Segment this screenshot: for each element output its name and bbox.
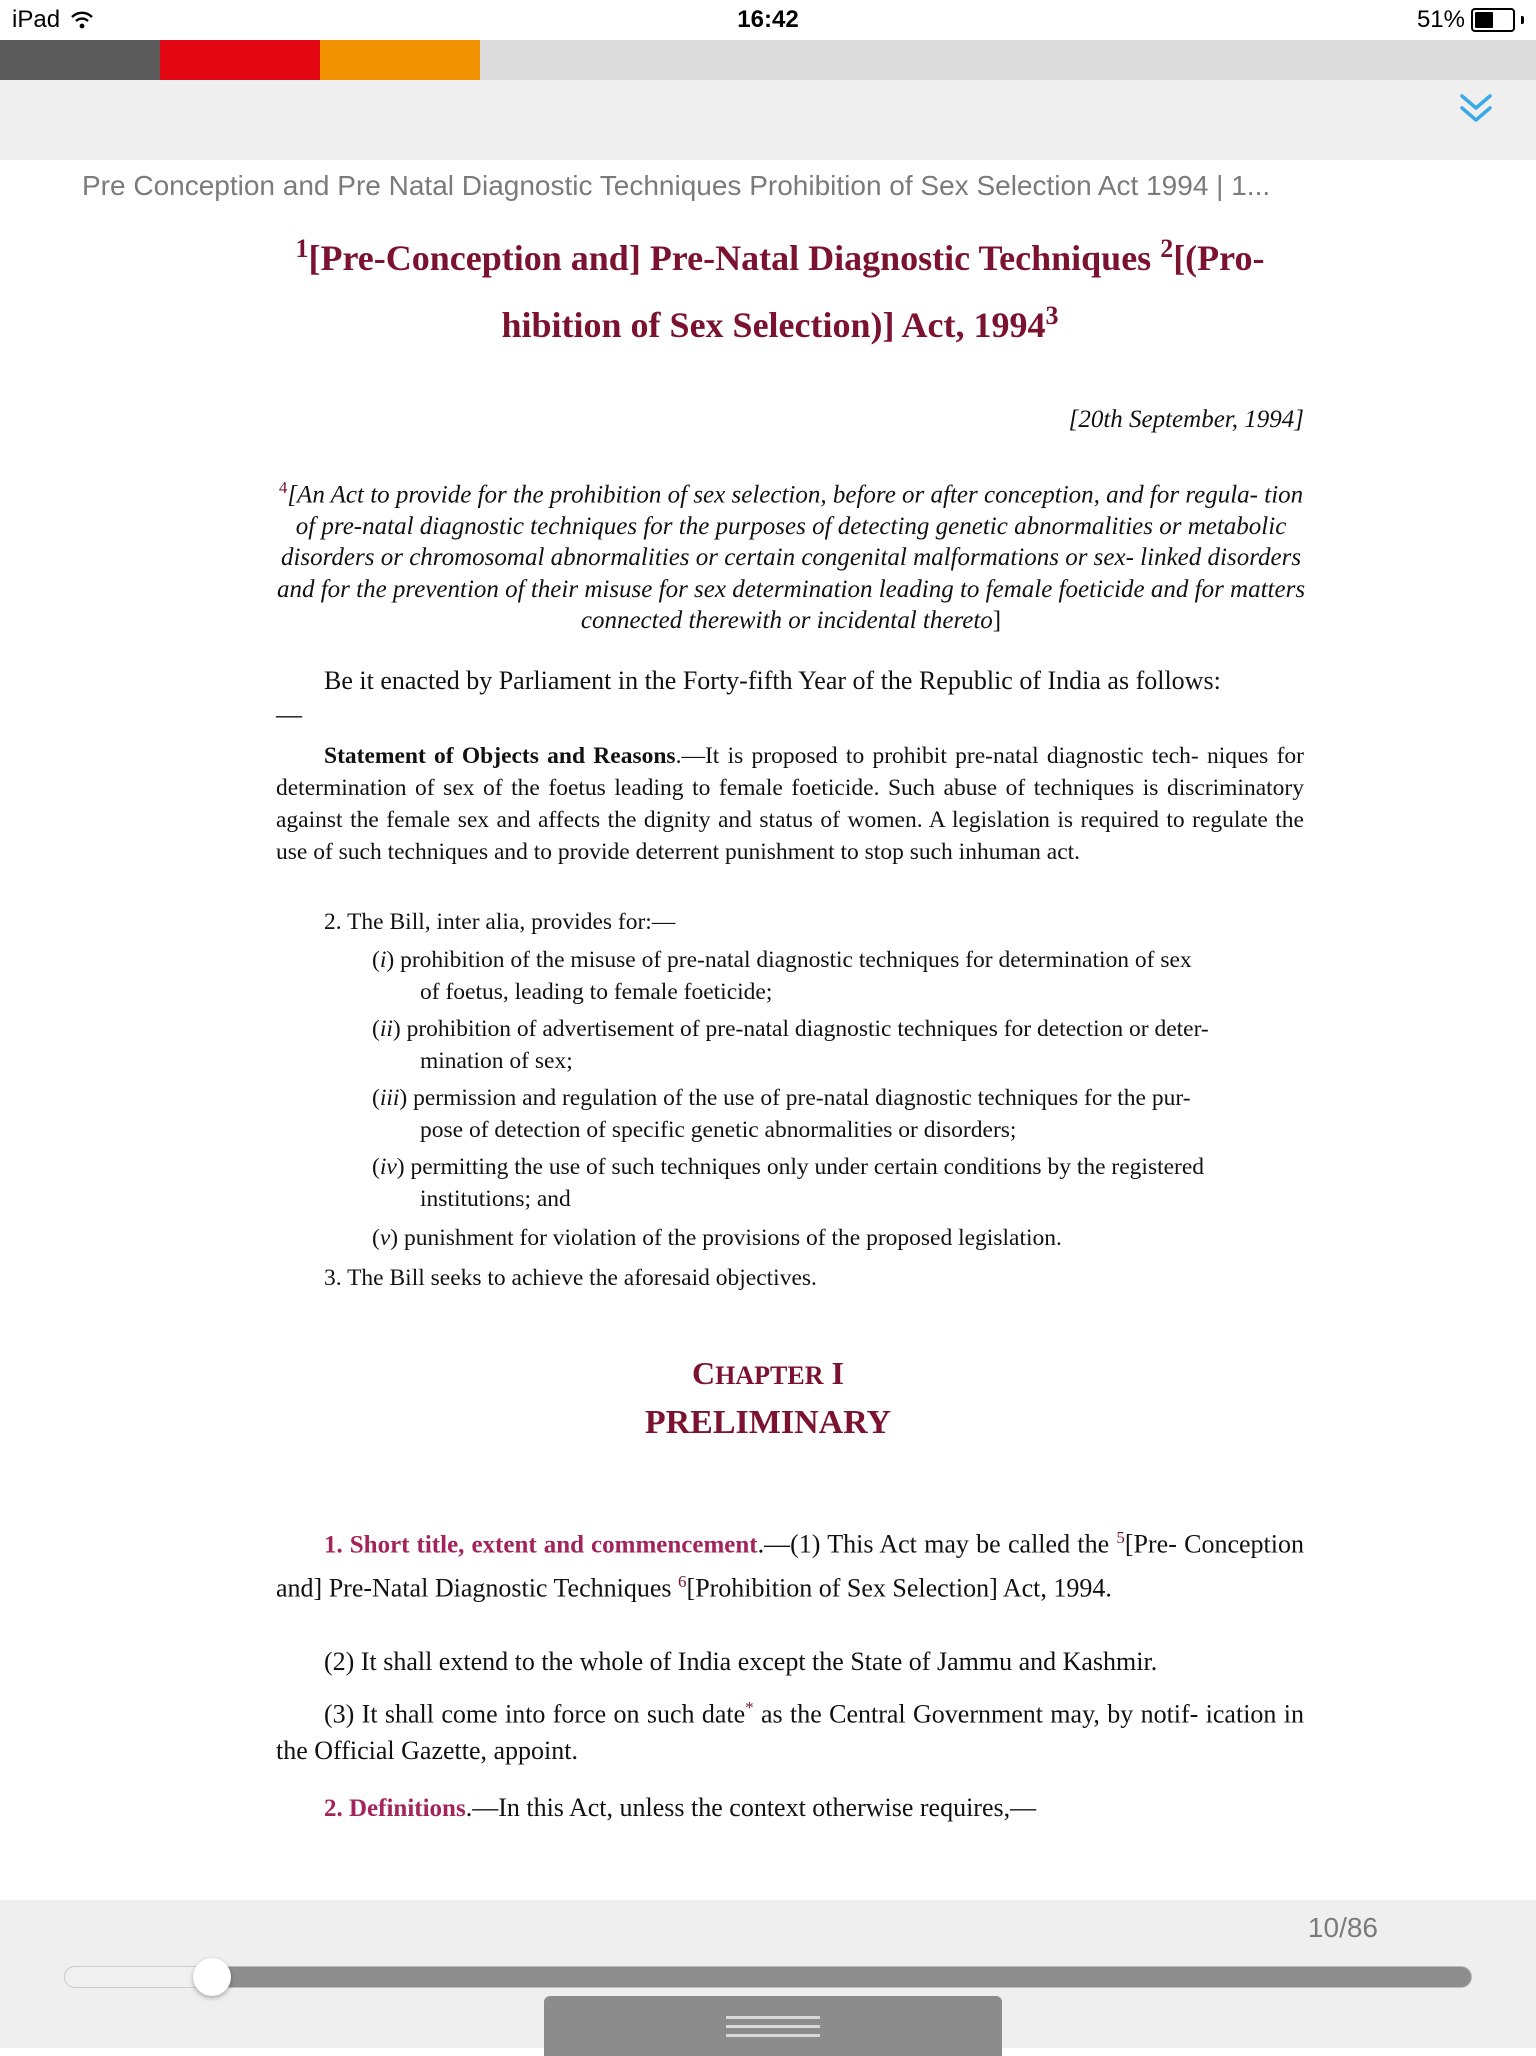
provision-item: (i) prohibition of the misuse of pre-natal diagnostic techniques for determination of sex of foetus, leading to female foeticide; [372,944,1304,1008]
footnote-ref[interactable]: 1 [295,234,309,263]
color-swatch-gray[interactable] [0,40,160,80]
battery-icon [1471,8,1515,32]
title-part: hibition of Sex Selection)] Act, 1994 [501,305,1046,345]
title-part: [Pre-Conception and] Pre-Natal Diagnostic Techniques [308,238,1161,278]
provision-item: (iv) permitting the use of such techniques only under certain conditions by the registered institutions; and [372,1151,1304,1215]
footnote-ref[interactable]: 6 [678,1571,687,1591]
footnote-ref[interactable]: * [745,1698,754,1717]
status-right [1417,6,1524,34]
provision-text: prohibition of advertisement of pre-natal diagnostic techniques for detection or deter- [406,1016,1209,1042]
battery-tip [1521,16,1524,24]
chapter-title: PRELIMINARY [644,1404,892,1441]
section-heading: 2. Definitions [324,1795,466,1822]
preamble [276,472,1306,637]
section-2: 2. Definitions.—In this Act, unless the context otherwise requires,— [324,1793,1037,1822]
title-part: [(Pro- [1173,238,1265,278]
device-label: iPad [12,6,61,33]
provision-num: v [379,1225,391,1251]
color-swatch-orange[interactable] [320,40,480,80]
drawer-handle[interactable] [544,1996,1002,2056]
provision-item: (ii) prohibition of advertisement of pre-natal diagnostic techniques for detection or deter- mination of sex; [372,1013,1304,1077]
footnote-ref[interactable]: 3 [1045,301,1059,330]
preamble-close: ] [992,607,1002,635]
provision-item: (v) punishment for violation of the provisions of the proposed legislation. [372,1225,1062,1251]
provision-item: (iii) permission and regulation of the use of pre-natal diagnostic techniques for the pur- pose of detection of specific genetic abnormalities or disorders; [372,1082,1304,1146]
statement-of-objects [276,740,1304,868]
provision-text: permission and regulation of the use of pre-natal diagnostic techniques for the pur- [413,1085,1191,1111]
act-date [1069,406,1304,434]
highlight-color-strip [0,40,1536,80]
date-text: [20th September, 1994] [1068,406,1304,433]
grip-line [726,2034,820,2037]
status-bar [0,0,1536,40]
page-slider-track[interactable] [64,1966,1472,1988]
provision-cont: mination of sex; [420,1048,573,1074]
sor-text: .—It is proposed to prohibit pre-natal diagnostic tech- niques for determination of sex of the foetus leading to female foeticide. Such abuse of techniques is discriminatory against the female sex and affects the dignity and status of women. A legislation is required to regulate the use of such techniques and to provide deterrent punishment to stop such inhuman act. [276,743,1304,865]
footnote-ref[interactable]: 4 [278,478,288,497]
preamble-text: [An Act to provide for the prohibition of sex selection, before or after conception, and for regula- tion of pre-natal diagnostic techniques for the purposes of detecting genetic abnormalities or metabolic disorders or chromosomal abnormalities or certain congenital malformations or sex- linked disorders and for the prevention of their misuse for sex determination leading to female foeticide and for matters connected therewith or incidental thereto [276,481,1306,635]
provision-text: punishment for violation of the provisions of the proposed legislation. [403,1225,1062,1251]
sor-item-3: 3. The Bill seeks to achieve the aforesaid objectives. [324,1265,817,1291]
dash: — [276,700,302,729]
grip-line [726,2016,820,2019]
page-slider-fill [64,1966,212,1988]
color-swatch-red[interactable] [160,40,320,80]
sor-item-2: 2. The Bill, inter alia, provides for:— [324,909,676,935]
section-1-3: (3) It shall come into force on such date* as the Central Government may, by notif- ication in the Official Gazette, appoint. [276,1698,1304,1765]
reader-toolbar [0,40,1536,160]
color-strip-empty [480,40,1536,80]
footnote-ref[interactable]: 2 [1160,234,1174,263]
section-1: 1. Short title, extent and commencement.—(1) This Act may be called the $^5$[Pre- Conception and] Pre-Natal Diagnostic Techniques $^6$[Prohibition of Sex Selection] Act, 1994. [276,1528,1305,1603]
page-indicator: 10/86 [1307,1912,1378,1943]
sor-heading: Statement of Objects and Reasons [324,743,676,769]
act-title [250,220,1310,354]
enacting-clause: Be it enacted by Parliament in the Forty-fifth Year of the Republic of India as follows: [324,666,1221,695]
provision-num: ii [379,1016,393,1042]
grip-line [726,2025,820,2028]
provision-text: prohibition of the misuse of pre-natal diagnostic techniques for determination of sex [400,947,1192,973]
section-heading: 1. Short title, extent and commencement [324,1531,758,1559]
chapter-number: CHAPTER I [692,1355,844,1391]
provision-cont: institutions; and [420,1186,571,1212]
clock: 16:42 [737,6,799,33]
provision-cont: of foetus, leading to female foeticide; [420,979,773,1005]
chapter-heading [0,1350,1536,1447]
provision-num: i [379,947,387,973]
provision-text: permitting the use of such techniques only under certain conditions by the registered [410,1154,1205,1180]
battery-percent: 51% [1416,6,1465,33]
provision-cont: pose of detection of specific genetic abnormalities or disorders; [420,1117,1017,1143]
double-chevron-down-icon[interactable] [1456,88,1496,128]
provision-num: iii [379,1085,400,1111]
footnote-ref[interactable]: 5 [1116,1528,1125,1547]
document-header: Pre Conception and Pre Natal Diagnostic Techniques Prohibition of Sex Selection Act 1994 | 1... [82,170,1271,201]
page-slider-thumb[interactable] [193,1958,231,1996]
section-1-2: (2) It shall extend to the whole of India except the State of Jammu and Kashmir. [324,1647,1158,1676]
provision-num: iv [379,1154,397,1180]
